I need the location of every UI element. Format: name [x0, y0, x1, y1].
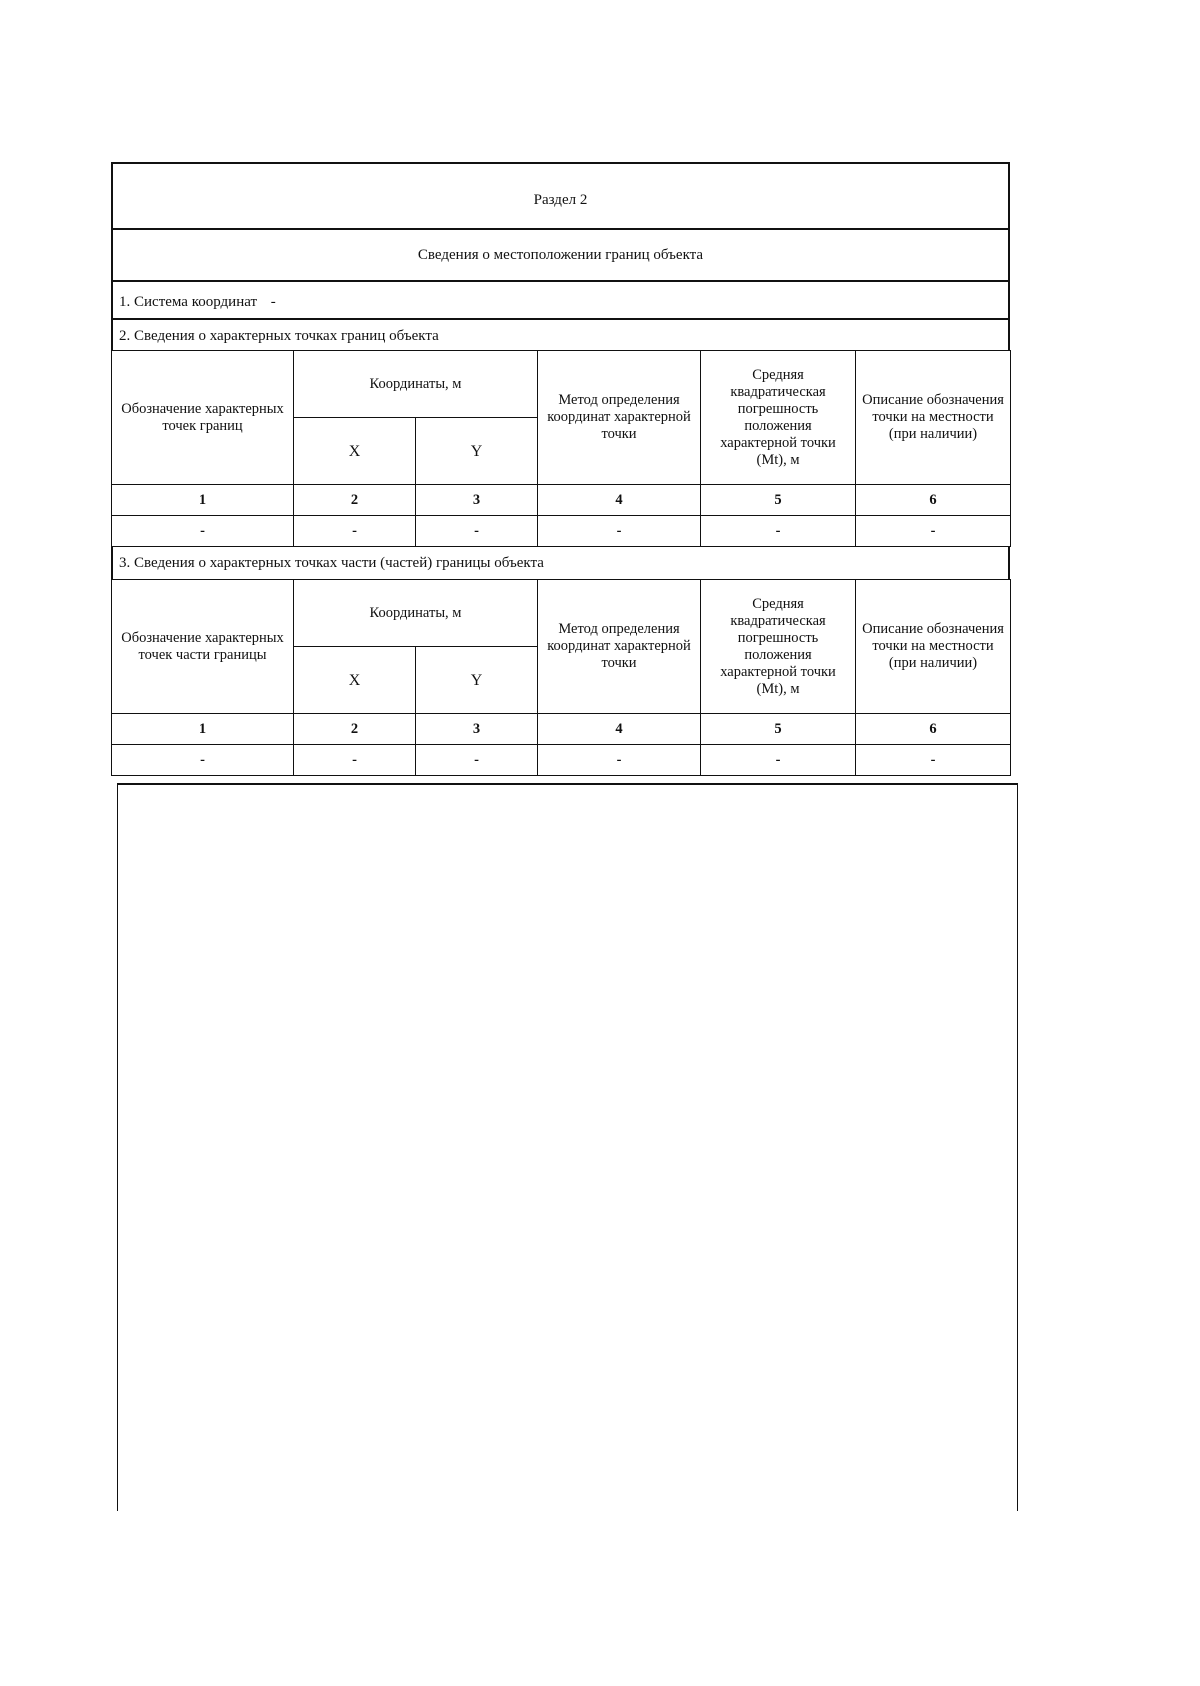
column-number: 4	[538, 485, 701, 516]
coordinate-system-label: 1. Система координат	[119, 294, 258, 310]
cell-point: -	[112, 516, 294, 547]
cell-description: -	[856, 516, 1011, 547]
header-method: Метод определения координат характерной точки	[538, 351, 701, 485]
cell-method: -	[538, 516, 701, 547]
column-number-row	[112, 714, 1011, 745]
cell-y: -	[416, 516, 538, 547]
page-frame-lower	[117, 783, 1018, 1511]
table1-title: 2. Сведения о характерных точках границ объекта	[111, 318, 1010, 350]
part-boundary-points-table	[111, 579, 1011, 776]
coordinate-system-row	[111, 280, 1010, 318]
header-point: Обозначение характерных точек границ	[112, 351, 294, 485]
table2-title: 3. Сведения о характерных точках части (частей) границы объекта	[111, 547, 1010, 579]
table-row	[112, 516, 1011, 547]
frame-divider	[118, 783, 1017, 785]
column-number: 3	[416, 714, 538, 745]
column-number-row	[112, 485, 1011, 516]
header-x: X	[294, 647, 416, 714]
column-number: 5	[701, 714, 856, 745]
header-description: Описание обозначения точки на местности (при наличии)	[856, 580, 1011, 714]
header-x: X	[294, 418, 416, 485]
header-coords: Координаты, м	[294, 351, 538, 418]
cell-description: -	[856, 745, 1011, 776]
header-coords: Координаты, м	[294, 580, 538, 647]
boundary-points-table	[111, 350, 1011, 547]
column-number: 1	[112, 714, 294, 745]
column-number: 3	[416, 485, 538, 516]
header-method: Метод определения координат характерной точки	[538, 580, 701, 714]
cell-x: -	[294, 745, 416, 776]
header-error: Средняя квадратическая погрешность положения характерной точки (Mt), м	[701, 580, 856, 714]
column-number: 2	[294, 485, 416, 516]
table-row	[112, 745, 1011, 776]
section-heading: Сведения о местоположении границ объекта	[111, 228, 1010, 280]
cell-error: -	[701, 745, 856, 776]
column-number: 5	[701, 485, 856, 516]
header-y: Y	[416, 647, 538, 714]
cell-error: -	[701, 516, 856, 547]
coordinate-system-value: -	[270, 294, 276, 310]
header-point: Обозначение характерных точек части границы	[112, 580, 294, 714]
header-description: Описание обозначения точки на местности (при наличии)	[856, 351, 1011, 485]
column-number: 6	[856, 485, 1011, 516]
header-y: Y	[416, 418, 538, 485]
header-error: Средняя квадратическая погрешность положения характерной точки (Mt), м	[701, 351, 856, 485]
column-number: 2	[294, 714, 416, 745]
boundary-form	[111, 162, 1010, 776]
cell-x: -	[294, 516, 416, 547]
column-number: 4	[538, 714, 701, 745]
section-title: Раздел 2	[111, 162, 1010, 228]
column-number: 1	[112, 485, 294, 516]
cell-point: -	[112, 745, 294, 776]
cell-method: -	[538, 745, 701, 776]
cell-y: -	[416, 745, 538, 776]
column-number: 6	[856, 714, 1011, 745]
